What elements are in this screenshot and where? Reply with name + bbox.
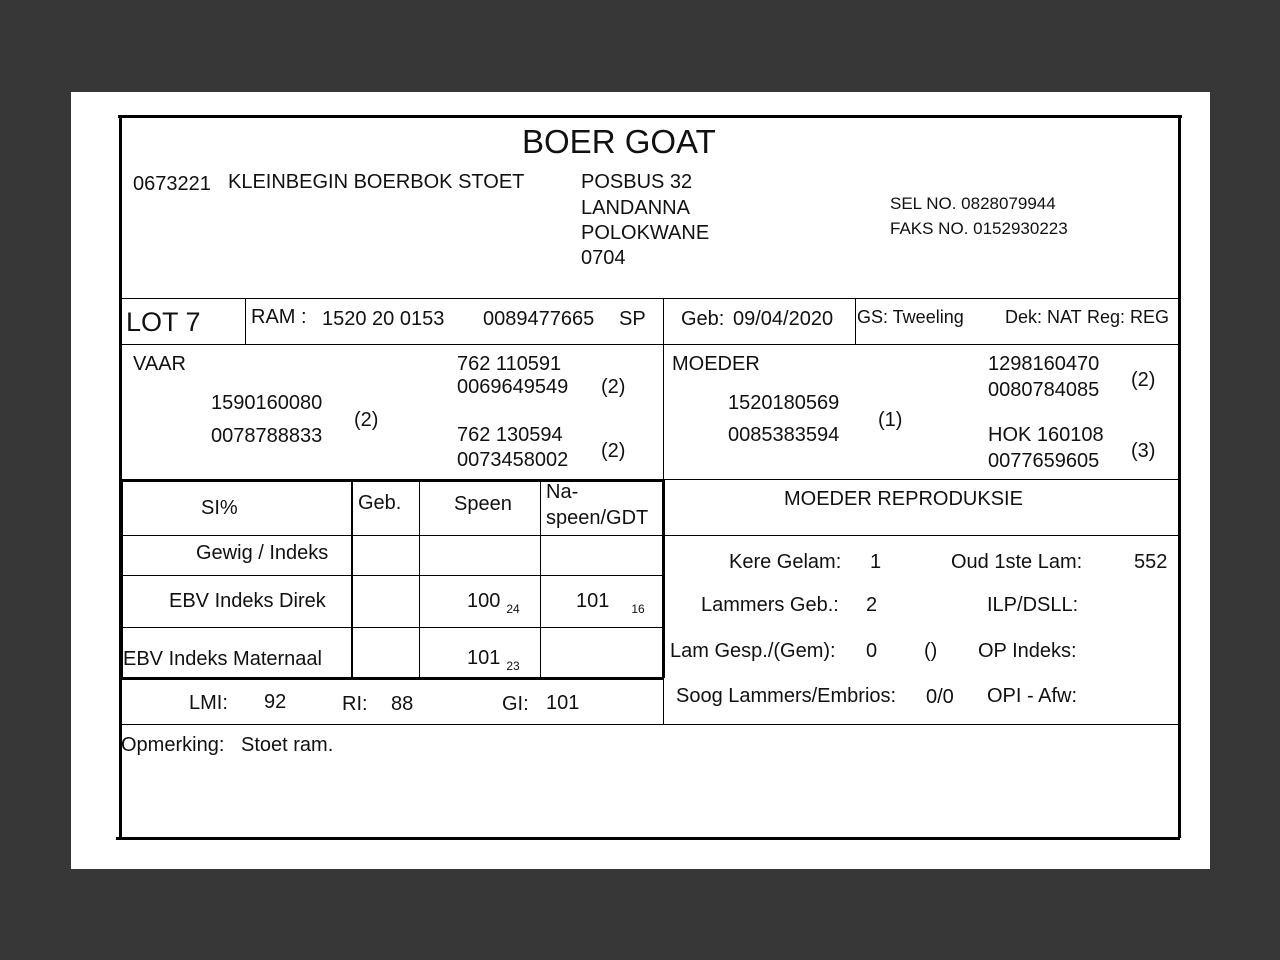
page-title: BOER GOAT (522, 123, 716, 160)
col-naspeen-header-2: speen/GDT (546, 507, 649, 529)
ri-value: 88 (391, 693, 414, 715)
moeder-count: (1) (878, 409, 903, 431)
direk-speen-value: 100 $_{24}$ (467, 590, 520, 616)
gi-label: GI: (502, 693, 529, 715)
gs-value: GS: Tweeling (857, 307, 964, 327)
ilp-label: ILP/DSLL: (987, 594, 1079, 616)
vaar-label: VAAR (133, 353, 186, 375)
ram-registration: 0089477665 (483, 308, 595, 330)
border-right (1178, 116, 1181, 838)
birth-date-label: Geb: (681, 308, 725, 330)
dek-value: Dek: NAT (1005, 307, 1082, 327)
row-direk-label: EBV Indeks Direk (169, 590, 326, 612)
vaar-sire-reg: 0069649549 (457, 376, 569, 398)
divider-header (121, 298, 1179, 299)
moeder-sire-id: 1298160470 (988, 353, 1100, 375)
op-indeks-label: OP Indeks: (978, 640, 1077, 662)
lam-gesp-value: 0 (866, 640, 878, 662)
divider-pedigree-left (121, 479, 663, 482)
kere-gelam-value: 1 (870, 551, 882, 573)
row-maternaal-label: EBV Indeks Maternaal (123, 648, 322, 670)
opmerking-label: Opmerking: (121, 734, 225, 756)
vaar-dam-count: (2) (601, 440, 626, 462)
ram-id: 1520 20 0153 (322, 308, 445, 330)
sel-no: SEL NO. 0828079944 (890, 194, 1056, 213)
col-naspeen-header-1: Na- (546, 481, 579, 503)
vaar-reg: 0078788833 (211, 425, 323, 447)
divider-lot-ram (245, 298, 246, 344)
opi-label: OPI - Afw: (987, 685, 1078, 707)
moeder-dam-id: HOK 160108 (988, 424, 1104, 446)
divider-geb-gs (855, 298, 856, 344)
moeder-dam-count: (3) (1131, 440, 1156, 462)
faks-no: FAKS NO. 0152930223 (890, 219, 1068, 238)
lammers-geb-value: 2 (866, 594, 878, 616)
table-bottom-line (121, 677, 664, 680)
border-top (118, 115, 1182, 118)
lam-gesp-label: Lam Gesp./(Gem): (670, 640, 836, 662)
repro-title: MOEDER REPRODUKSIE (784, 488, 1023, 510)
moeder-sire-count: (2) (1131, 369, 1156, 391)
address-line-4: 0704 (581, 247, 626, 269)
table-row-line-1 (121, 535, 663, 536)
moeder-sire-reg: 0080784085 (988, 379, 1100, 401)
gi-value: 101 (546, 692, 580, 714)
ri-label: RI: (342, 693, 368, 715)
oud-lam-label: Oud 1ste Lam: (951, 551, 1083, 573)
vaar-sire-id: 762 110591 (457, 353, 562, 375)
lmi-label: LMI: (189, 692, 228, 714)
vaar-sire-count: (2) (601, 376, 626, 398)
divider-indices (121, 724, 1179, 725)
vaar-id: 1590160080 (211, 392, 323, 414)
divider-pedigree-right (663, 479, 1179, 480)
border-left (119, 116, 122, 838)
vaar-count: (2) (354, 409, 379, 431)
table-col-line-3 (540, 480, 541, 678)
moeder-dam-reg: 0077659605 (988, 450, 1100, 472)
maternaal-speen-value: 101 $_{23}$ (467, 647, 520, 673)
address-line-1: POSBUS 32 (581, 171, 693, 193)
direk-naspeen-value: 101 $_{16}$ (576, 590, 645, 616)
ram-code: SP (619, 308, 646, 330)
breeder-number: 0673221 (133, 173, 211, 195)
moeder-id: 1520180569 (728, 392, 840, 414)
vaar-dam-reg: 0073458002 (457, 449, 569, 471)
birth-date: 09/04/2020 (733, 308, 834, 330)
divider-lot (121, 344, 1179, 345)
soog-value: 0/0 (926, 686, 954, 708)
table-col-line-2 (419, 480, 420, 678)
table-row-line-2 (121, 575, 663, 576)
lot-number: LOT 7 (126, 307, 201, 337)
soog-label: Soog Lammers/Embrios: (676, 685, 897, 707)
table-row-line-3 (121, 627, 663, 628)
lam-gesp-gem-value: () (924, 640, 938, 662)
col-speen-header: Speen (454, 493, 512, 515)
address-line-3: POLOKWANE (581, 222, 710, 244)
address-line-2: LANDANNA (581, 197, 690, 219)
oud-lam-value: 552 (1134, 551, 1168, 573)
breeder-name: KLEINBEGIN BOERBOK STOET (228, 171, 525, 193)
moeder-reg: 0085383594 (728, 424, 840, 446)
lmi-value: 92 (264, 691, 287, 713)
table-col-line-1 (351, 480, 353, 678)
vaar-dam-id: 762 130594 (457, 424, 563, 446)
lammers-geb-label: Lammers Geb.: (701, 594, 839, 616)
col-si-header: SI% (201, 497, 238, 519)
col-geb-header: Geb. (358, 492, 402, 514)
kere-gelam-label: Kere Gelam: (729, 551, 842, 573)
divider-repro-title (663, 535, 1179, 536)
moeder-label: MOEDER (672, 353, 760, 375)
reg-value: Reg: REG (1087, 307, 1170, 327)
table-border-right (662, 480, 665, 678)
opmerking-text: Stoet ram. (241, 734, 334, 756)
ram-label: RAM : (251, 306, 307, 328)
row-gewig-label: Gewig / Indeks (196, 542, 329, 564)
border-bottom (116, 837, 1180, 840)
